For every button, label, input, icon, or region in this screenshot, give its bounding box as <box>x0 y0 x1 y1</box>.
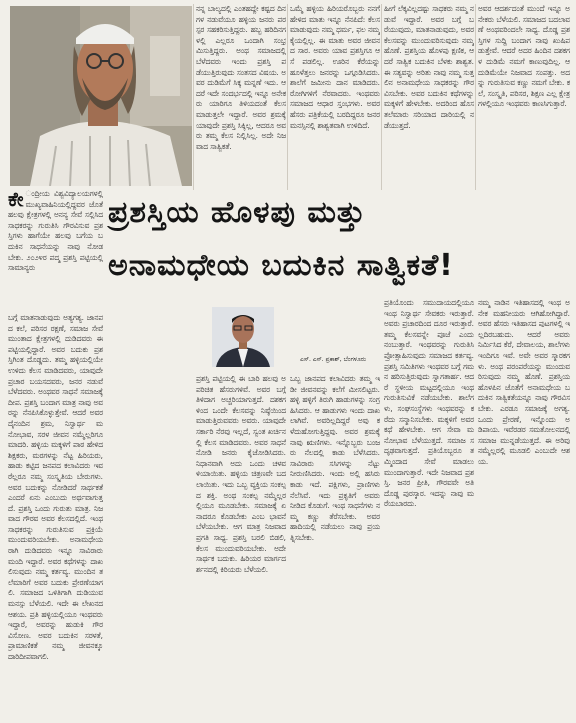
column-3-top: ಒಮ್ಮೆ ಹಳ್ಳಿಯ ಹಿರಿಯರೊಬ್ಬರು ನನಗೆ ಹೇಳಿದ ಮಾತು ಇನ್ನೂ ನೆನಪಿದೆ: ಕೆಲಸ ಮಾಡುವುದು ನಮ್ಮ ಧರ್ಮ, ಫಲ ನಮ್ಮ ಕೈಯಲ್ಲಿಲ್ಲ. ಈ ಮಾತು ಅವರ ಜೀವನದ ಸಾರ. ಅವರು ಯಾವ ಪ್ರಶಸ್ತಿಗೂ ಆಸೆ ಪಡಲಿಲ್ಲ. ಊರಿನ ಕೆರೆಯನ್ನು ಹೂಳೆತ್ತಲು ಜನರನ್ನು ಒಗ್ಗೂಡಿಸಿದರು. ಶಾಲೆಗೆ ಜಮೀನು ದಾನ ಮಾಡಿದರು. ರೋಗಿಗಳಿಗೆ ನೆರವಾದರು. ಇಂಥವರು ಸಮಾಜದ ಆಧಾರ ಸ್ತಂಭಗಳು. ಅವರ ಹೆಸರು ಪತ್ರಿಕೆಯಲ್ಲಿ ಬರದಿದ್ದರೂ ಜನರ ಮನಸ್ಸಿನಲ್ಲಿ ಶಾಶ್ವತವಾಗಿ ಉಳಿದಿದೆ. <box>290 4 380 130</box>
headline-line-1: ಪ್ರಶಸ್ತಿಯ ಹೊಳಪು ಮತ್ತು <box>108 195 366 230</box>
column-5-bottom: ನಮ್ಮ ನಾಡಿನ ಇತಿಹಾಸದಲ್ಲಿ ಇಂಥ ಅನೇಕ ಮಹನೀಯರು ಆಗಿಹೋಗಿದ್ದಾರೆ. ಅವರ ಹೆಸರು ಇತಿಹಾಸದ ಪುಟಗಳಲ್ಲಿ ಇಲ್ಲದಿರಬಹುದು. ಆದರೆ ಅವರು ನಿರ್ಮಿಸಿದ ಕೆರೆ, ದೇವಾಲಯ, ಶಾಲೆಗಳು ಇಂದಿಗೂ ಇವೆ. ಅವೇ ಅವರ ಸ್ಮಾರಕಗಳು. ಅಂಥ ಪರಂಪರೆಯನ್ನು ಮುಂದುವರಿಸುವುದು ನಮ್ಮ ಹೊಣೆ. ಪ್ರಶಸ್ತಿಯ ಹೊಳಪಿನ ಜೊತೆಗೆ ಅನಾಮಧೇಯ ಬದುಕಿನ ಸಾತ್ವಿಕತೆಯನ್ನೂ ನಾವು ಗೌರವಿಸಬೇಕು. ಎರಡೂ ಸಮಾಜಕ್ಕೆ ಅಗತ್ಯ. ಒಂದು ಪ್ರೇರಣೆ, ಇನ್ನೊಂದು ಅಡಿಪಾಯ. ಇವೆರಡರ ಸಮತೋಲನದಲ್ಲಿ ಸಮಾಜ ಮುನ್ನಡೆಯುತ್ತದೆ. ಈ ಅರಿವು ನಮ್ಮೆಲ್ಲರಲ್ಲಿ ಮೂಡಲಿ ಎಂಬುದೇ ಆಶಯ. <box>478 298 570 466</box>
drop-cap: ಕೇ <box>8 189 24 211</box>
column-1-bottom: ಬಗ್ಗೆ ಮಾತನಾಡುವುದು ಅತ್ಯಗತ್ಯ. ಜಾನಪದ ಕಲೆ, ಪರಿಸರ ರಕ್ಷಣೆ, ಸಮಾಜ ಸೇವೆ ಮುಂತಾದ ಕ್ಷೇತ್ರಗಳಲ್ಲಿ ದುಡಿದವರು ಈ ಪಟ್ಟಿಯಲ್ಲಿದ್ದಾರೆ. ಅವರ ಬದುಕು ಪ್ರಶಸ್ತಿಗಿಂತ ದೊಡ್ಡದು. ತಮ್ಮ ಹಳ್ಳಿಯಲ್ಲಿಯೇ ಉಳಿದು ಕೆಲಸ ಮಾಡಿದವರು, ಯಾವುದೇ ಪ್ರಚಾರ ಬಯಸದವರು, ಜನರ ನಡುವೆ ಬೆಳೆದವರು. ಅಂಥವರ ಸಾಧನೆ ಸಮಾಜಕ್ಕೆ ದೀಪ. ಪ್ರಶಸ್ತಿ ಬಂದಾಗ ಮಾತ್ರ ನಾವು ಅವರನ್ನು ನೆನಪಿಸಿಕೊಳ್ಳುತ್ತೇವೆ. ಆದರೆ ಅವರ ದೈನಂದಿನ ಶ್ರಮ, ನಿಸ್ವಾರ್ಥ ಮನೋಭಾವ, ಸರಳ ಜೀವನ ನಮ್ಮೆಲ್ಲರಿಗೂ ಮಾದರಿ. ಹಳ್ಳಿಯ ಮಕ್ಕಳಿಗೆ ಪಾಠ ಹೇಳಿದ ಶಿಕ್ಷಕರು, ಮರಗಳನ್ನು ನೆಟ್ಟ ಹಿರಿಯರು, ಹಾಡು ಕಟ್ಟಿದ ಜನಪದ ಕಲಾವಿದರು ಇವರೆಲ್ಲರೂ ನಮ್ಮ ಸಂಸ್ಕೃತಿಯ ಬೇರುಗಳು. ಅವರ ಬದುಕನ್ನು ನೋಡಿದರೆ ಸಾರ್ಥಕತೆ ಎಂದರೆ ಏನು ಎಂಬುದು ಅರ್ಥವಾಗುತ್ತದೆ. ಪ್ರಶಸ್ತಿ ಒಂದು ಗುರುತು ಮಾತ್ರ. ನಿಜವಾದ ಗೌರವ ಅವರ ಕೆಲಸದಲ್ಲಿದೆ. ಇಂಥ ಸಾಧಕರನ್ನು ಗುರುತಿಸುವ ಪ್ರಕ್ರಿಯೆ ಮುಂದುವರಿಯಬೇಕು. ಅನಾಮಧೇಯರಾಗಿ ದುಡಿದವರು ಇನ್ನೂ ಸಾವಿರಾರು ಮಂದಿ ಇದ್ದಾರೆ. ಅವರ ಕಥೆಗಳನ್ನು ದಾಖಲಿಸುವುದು ನಮ್ಮ ಕರ್ತವ್ಯ. ಮುಂದಿನ ತಲೆಮಾರಿಗೆ ಅವರ ಬದುಕು ಪ್ರೇರಣೆಯಾಗಲಿ. ಸಮಾಜದ ಒಳಿತಿಗಾಗಿ ದುಡಿಯುವ ಮನಸ್ಸು ಬೆಳೆಯಲಿ. ಇದೇ ಈ ಲೇಖನದ ಆಶಯ. ಪ್ರತಿ ಹಳ್ಳಿಯಲ್ಲಿಯೂ ಇಂಥವರು ಇದ್ದಾರೆ, ಅವರನ್ನು ಹುಡುಕಿ ಗೌರವಿಸೋಣ. ಅವರ ಬದುಕಿನ ಸರಳತೆ, ಪ್ರಾಮಾಣಿಕತೆ ನಮ್ಮ ಜೀವನಕ್ಕೂ ದಾರಿದೀಪವಾಗಲಿ. <box>8 313 103 661</box>
headline-line-2: ಅನಾಮಧೇಯ ಬದುಕಿನ ಸಾತ್ವಿಕತೆ! <box>108 248 454 283</box>
column-4-top: ಹೀಗೆ ಲೆಕ್ಕವಿಲ್ಲದಷ್ಟು ಸಾಧಕರು ನಮ್ಮ ನಡುವೆ ಇದ್ದಾರೆ. ಅವರ ಬಗ್ಗೆ ಬರೆಯುವುದು, ಮಾತನಾಡುವುದು, ಅವರ ಕೆಲಸವನ್ನು ಮುಂದುವರಿಸುವುದು ನಮ್ಮ ಹೊಣೆ. ಪ್ರಶಸ್ತಿಯ ಹೊಳಪು ಕ್ಷಣಿಕ, ಆದರೆ ಸಾತ್ವಿಕ ಬದುಕಿನ ಬೆಳಕು ಶಾಶ್ವತ. ಈ ಸತ್ಯವನ್ನು ಅರಿತು ನಾವು ನಮ್ಮ ಸುತ್ತಲಿನ ಅನಾಮಧೇಯ ಸಾಧಕರನ್ನು ಗೌರವಿಸಬೇಕು. ಅವರ ಬದುಕಿನ ಕಥೆಗಳನ್ನು ಮಕ್ಕಳಿಗೆ ಹೇಳಬೇಕು. ಅದರಿಂದ ಹೊಸ ತಲೆಮಾರು ಸರಿಯಾದ ದಾರಿಯಲ್ಲಿ ನಡೆಯುತ್ತದೆ. <box>384 4 474 130</box>
author-byline: ಎಸ್. ಎಸ್. ಪ್ರಕಾಶ್, ಬೆಂಗಳೂರು <box>300 356 366 363</box>
column-2-bottom: ಪ್ರಶಸ್ತಿ ಪಟ್ಟಿಯಲ್ಲಿ ಈ ಬಾರಿ ಹಲವು ಅಪರಿಚಿತ ಹೆಸರುಗಳಿವೆ. ಅವರ ಬಗ್ಗೆ ತಿಳಿದಾಗ ಅಚ್ಚರಿಯಾಗುತ್ತದೆ. ದಶಕಗಳಿಂದ ಒಂದೇ ಕೆಲಸವನ್ನು ನಿಷ್ಠೆಯಿಂದ ಮಾಡುತ್ತಿರುವವರು ಅವರು. ಯಾವುದೇ ಸರ್ಕಾರಿ ನೆರವು ಇಲ್ಲದೆ, ಸ್ವಂತ ಖರ್ಚಿನಲ್ಲಿ ಕೆಲಸ ಮಾಡಿದವರು. ಅವರ ಸಾಧನೆ ನೋಡಿ ಜನರು ಕೈಜೋಡಿಸಿದರು. ನಿಧಾನವಾಗಿ ಅದು ಒಂದು ಚಳವಳಿಯಾಯಿತು. ಹಳ್ಳಿಯ ಚಿತ್ರಣವೇ ಬದಲಾಯಿತು. ಇದು ಒಬ್ಬ ವ್ಯಕ್ತಿಯ ಸಂಕಲ್ಪದ ಶಕ್ತಿ. ಅಂಥ ಸಂಕಲ್ಪ ನಮ್ಮೆಲ್ಲರಲ್ಲಿಯೂ ಮೂಡಬೇಕು. ಸಮಾಜಕ್ಕೆ ಏನಾದರೂ ಕೊಡಬೇಕು ಎಂಬ ಭಾವನೆ ಬೆಳೆಯಬೇಕು. ಆಗ ಮಾತ್ರ ನಿಜವಾದ ಪ್ರಗತಿ ಸಾಧ್ಯ. ಪ್ರಶಸ್ತಿ ಬರಲಿ ಬಿಡಲಿ, ಕೆಲಸ ಮುಂದುವರಿಯಬೇಕು. ಅದೇ ಸಾರ್ಥಕ ಬದುಕು. ಹಿರಿಯರ ಮಾರ್ಗದರ್ಶನದಲ್ಲಿ ಕಿರಿಯರು ಬೆಳೆಯಲಿ. <box>196 374 286 574</box>
column-4-bottom: ಪ್ರತಿಯೊಂದು ಸಮುದಾಯದಲ್ಲಿಯೂ ಇಂಥ ನಿಸ್ವಾರ್ಥ ಸೇವಕರು ಇರುತ್ತಾರೆ. ಅವರು ಪ್ರಚಾರದಿಂದ ದೂರ ಇರುತ್ತಾರೆ. ತಮ್ಮ ಕೆಲಸವನ್ನೇ ಪೂಜೆ ಎಂದು ನಂಬುತ್ತಾರೆ. ಇಂಥವರನ್ನು ಗುರುತಿಸಿ ಪ್ರೋತ್ಸಾಹಿಸುವುದು ಸಮಾಜದ ಕರ್ತವ್ಯ. ಪ್ರಶಸ್ತಿ ಸಮಿತಿಗಳು ಇಂಥವರ ಬಗ್ಗೆ ಗಮನ ಹರಿಸುತ್ತಿರುವುದು ಸ್ವಾಗತಾರ್ಹ. ಆದರೆ ಸ್ಥಳೀಯ ಮಟ್ಟದಲ್ಲಿಯೂ ಇಂಥ ಗುರುತಿಸುವಿಕೆ ನಡೆಯಬೇಕು. ಶಾಲೆಗಳು, ಸಂಘಸಂಸ್ಥೆಗಳು ಇಂಥವರನ್ನು ಕರೆದು ಸನ್ಮಾನಿಸಬೇಕು. ಮಕ್ಕಳಿಗೆ ಅವರ ಕಥೆ ಹೇಳಬೇಕು. ಆಗ ಸೇವಾ ಮನೋಭಾವ ಬೆಳೆಯುತ್ತದೆ. ಸಮಾಜ ಸದೃಢವಾಗುತ್ತದೆ. ಪ್ರತಿಯೊಬ್ಬರೂ ತಮ್ಮಿಂದಾದ ಸೇವೆ ಮಾಡಲು ಮುಂದಾಗುತ್ತಾರೆ. ಇದೇ ನಿಜವಾದ ಪ್ರಶಸ್ತಿ. ಜನರ ಪ್ರೀತಿ, ಗೌರವವೇ ಅತಿ ದೊಡ್ಡ ಪುರಸ್ಕಾರ. ಇದನ್ನು ನಾವು ಮರೆಯಬಾರದು. <box>384 298 474 509</box>
author-photo <box>212 307 274 367</box>
column-5-top: ಅವರ ಆದರ್ಶದಂತೆ ಮುಂದೆ ಇನ್ನೂ ಅನೇಕರು ಬೆಳೆಯಲಿ. ಸಮಾಜದ ಬದಲಾವಣೆ ಅಂಥವರಿಂದಲೇ ಸಾಧ್ಯ. ದೊಡ್ಡ ಪ್ರಶಸ್ತಿಗಳ ಸುದ್ದಿ ಬಂದಾಗ ನಾವು ಖುಷಿಪಡುತ್ತೇವೆ. ಆದರೆ ಅದರ ಹಿಂದಿನ ದಶಕಗಳ ದುಡಿಮೆ ನಮಗೆ ಕಾಣುವುದಿಲ್ಲ. ಆ ದುಡಿಮೆಯೇ ನಿಜವಾದ ಸಂಪತ್ತು. ಅದನ್ನು ಗುರುತಿಸುವ ಕಣ್ಣು ನಮಗೆ ಬೇಕು. ಕಲೆ, ಸಂಸ್ಕೃತಿ, ಪರಿಸರ, ಶಿಕ್ಷಣ ಎಲ್ಲ ಕ್ಷೇತ್ರಗಳಲ್ಲಿಯೂ ಇಂಥವರು ಕಾಣಸಿಗುತ್ತಾರೆ. <box>478 4 570 109</box>
column-3-bottom: ಒಬ್ಬ ಜಾನಪದ ಕಲಾವಿದರು ತಮ್ಮ ಇಡೀ ಜೀವನವನ್ನು ಕಲೆಗೆ ಮೀಸಲಿಟ್ಟರು. ಹಳ್ಳಿ ಹಳ್ಳಿಗೆ ತಿರುಗಿ ಹಾಡುಗಳನ್ನು ಸಂಗ್ರಹಿಸಿದರು. ಆ ಹಾಡುಗಳು ಇಂದು ದಾಖಲಾಗಿವೆ. ಅವರಿಲ್ಲದಿದ್ದರೆ ಅವು ಕಳೆದುಹೋಗುತ್ತಿದ್ದವು. ಅವರ ಶ್ರಮಕ್ಕೆ ನಾವು ಋಣಿಗಳು. ಇನ್ನೊಬ್ಬರು ಬಂಜರು ನೆಲದಲ್ಲಿ ಕಾಡು ಬೆಳೆಸಿದರು. ಸಾವಿರಾರು ಸಸಿಗಳನ್ನು ನೆಟ್ಟು ನೀರುಣಿಸಿದರು. ಇಂದು ಅಲ್ಲಿ ಹಸಿರು ಕಾಡು ಇದೆ. ಪಕ್ಷಿಗಳು, ಪ್ರಾಣಿಗಳು ನೆಲೆಸಿವೆ. ಇದು ಪ್ರಕೃತಿಗೆ ಅವರು ನೀಡಿದ ಕೊಡುಗೆ. ಇಂಥ ಸಾಧನೆಗಳು ನಮ್ಮ ಕಣ್ಣು ತೆರೆಸಬೇಕು. ಅವರ ಹಾದಿಯಲ್ಲಿ ನಡೆಯಲು ನಾವು ಪ್ರಯತ್ನಿಸಬೇಕು. <box>290 374 380 542</box>
column-divider <box>193 4 194 190</box>
column-2-top: ನನ್ನ ಬಾಲ್ಯದಲ್ಲಿ ಎಂತಹದ್ದೇ ಕಷ್ಟದ ದಿನಗಳ ನಡುವೆಯೂ ಹಳ್ಳಿಯ ಜನರು ಪರಸ್ಪರ ಸಹಕರಿಸುತ್ತಿದ್ದರು. ಹಬ್ಬ ಹರಿದಿನಗಳಲ್ಲಿ ಎಲ್ಲರೂ ಒಂದಾಗಿ ಸಂಭ್ರಮಿಸುತ್ತಿದ್ದರು. ಅಂಥ ಸಮಾಜದಲ್ಲಿ ಬೆಳೆದವರು ಇಂದು ಪ್ರಶಸ್ತಿ ಪಡೆಯುತ್ತಿರುವುದು ಸಂತಸದ ವಿಷಯ. ಅವರ ದುಡಿಮೆಗೆ ಸಿಕ್ಕ ಮನ್ನಣೆ ಇದು. ಆದರೆ ಇದೇ ಸಂದರ್ಭದಲ್ಲಿ ಇನ್ನೂ ಅನೇಕರು ಯಾರಿಗೂ ತಿಳಿಯದಂತೆ ಕೆಲಸ ಮಾಡುತ್ತಲೇ ಇದ್ದಾರೆ. ಅವರ ಶ್ರಮಕ್ಕೆ ಯಾವುದೇ ಪ್ರಶಸ್ತಿ ಸಿಕ್ಕಿಲ್ಲ, ಆದರೂ ಅವರು ತಮ್ಮ ಕೆಲಸ ನಿಲ್ಲಿಸಿಲ್ಲ. ಅದೇ ನಿಜವಾದ ಸಾತ್ವಿಕತೆ. <box>196 4 286 151</box>
column-divider <box>287 4 288 190</box>
column-1-top: ಕೇ ಂದ್ರೀಯ ವಿಶ್ವವಿದ್ಯಾಲಯಗಳಲ್ಲಿ ಮುಖ್ಯವಾಹಿನಿಯಲ್ಲಿದ್ದವರ ಜೊತೆ ಹಲವು ಕ್ಷೇತ್ರಗಳಲ್ಲಿ ಅನನ್ಯ ಸೇವೆ ಸಲ್ಲಿಸಿದ ಸಾಧಕರನ್ನು ಗುರುತಿಸಿ ಗೌರವಿಸುವ ಪ್ರಶಸ್ತಿಗಳು ಹಾಗೆಯೇ ಹಲವು ಬಗೆಯ ಬದುಕಿನ ಸಾಧನೆಯನ್ನು ನಾವು ನೋಡಬೇಕು. ೨೦೨೪ರ ಪದ್ಮ ಪ್ರಶಸ್ತಿ ಪಟ್ಟಿಯಲ್ಲಿ ಸಾಮಾನ್ಯರು <box>8 189 103 273</box>
column-divider <box>475 4 476 190</box>
column-divider <box>381 4 382 190</box>
main-photo <box>10 6 192 186</box>
